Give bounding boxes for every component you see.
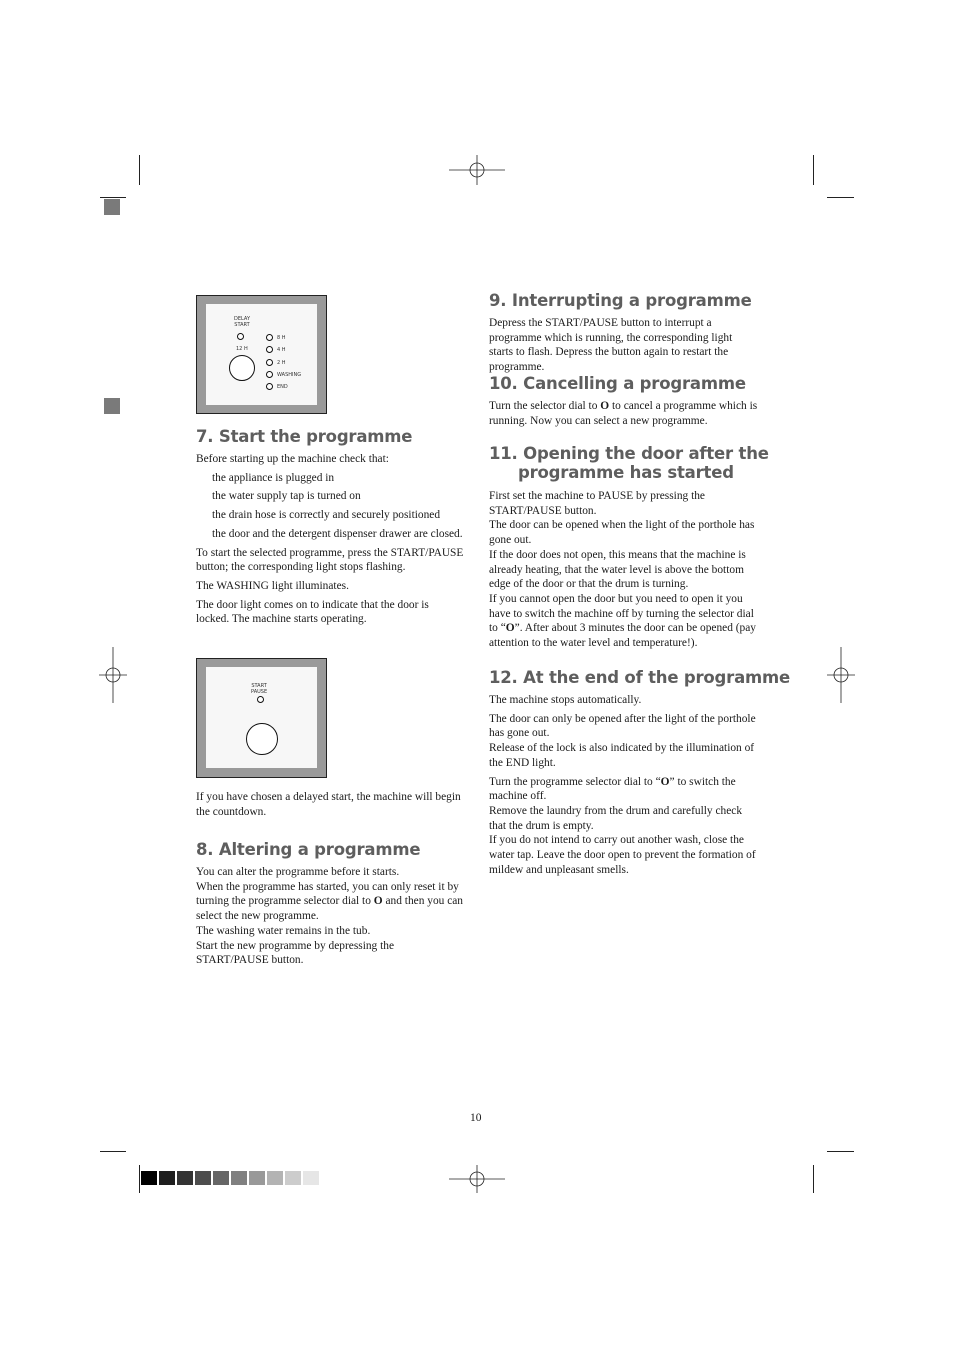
section-7-body bbox=[196, 452, 464, 631]
delay-start-label: DELAY START bbox=[234, 316, 250, 328]
list-item: the door and the detergent dispenser drawer are closed. bbox=[212, 527, 463, 540]
paragraph: The door light comes on to indicate that the door is locked. The machine starts operating. bbox=[196, 598, 429, 626]
paragraph: Release of the lock is also indicated by the illumination of the END light. bbox=[489, 742, 755, 769]
paragraph: First set the machine to PAUSE by pressing the START/PAUSE button. bbox=[489, 490, 705, 517]
paragraph: The machine stops automatically. bbox=[489, 694, 642, 706]
start-pause-button bbox=[246, 723, 278, 755]
section-7-heading: 7. Start the programme bbox=[196, 427, 413, 446]
section-11-heading-line1: 11. Opening the door after the bbox=[489, 444, 769, 463]
section-12-body bbox=[489, 693, 759, 877]
print-swatch-middle bbox=[104, 398, 120, 414]
color-swatch bbox=[177, 1171, 193, 1185]
registration-mark-bottom bbox=[449, 1165, 505, 1193]
color-swatch bbox=[285, 1171, 301, 1185]
light-8h bbox=[266, 334, 273, 341]
section-12-heading: 12. At the end of the programme bbox=[489, 668, 791, 687]
paragraph: If you cannot open the door but you need to open it you have to switch the machine off by turning the selector dial to “O”. After about 3 minutes the door can be opened (pay attention to the water level and temperature!). bbox=[489, 592, 756, 650]
paragraph: Turn the programme selector dial to “O” to switch the machine off. bbox=[489, 775, 736, 803]
paragraph: The WASHING light illuminates. bbox=[196, 579, 349, 592]
light-2h bbox=[266, 359, 273, 366]
start-pause-light bbox=[257, 696, 264, 703]
section-8-body bbox=[196, 865, 464, 968]
color-swatch bbox=[213, 1171, 229, 1185]
light-4h bbox=[266, 346, 273, 353]
section-7-intro: Before starting up the machine check that: bbox=[196, 453, 389, 465]
paragraph: Turn the selector dial to O to cancel a programme which is running. Now you can select a new programme. bbox=[489, 400, 758, 427]
paragraph: To start the selected programme, press the START/PAUSE button; the corresponding light stops flashing. bbox=[196, 546, 464, 574]
page-number: 10 bbox=[470, 1112, 482, 1124]
list-item: the drain hose is correctly and securely positioned bbox=[212, 509, 441, 522]
paragraph: Start the new programme by depressing the START/PAUSE button. bbox=[196, 939, 395, 967]
color-swatch bbox=[159, 1171, 175, 1185]
start-pause-label: START PAUSE bbox=[251, 683, 268, 695]
color-swatch bbox=[141, 1171, 157, 1185]
section-8-heading: 8. Altering a programme bbox=[196, 840, 421, 859]
section-9-body bbox=[489, 316, 759, 379]
start-pause-panel-figure bbox=[196, 658, 327, 778]
paragraph: If the door does not open, this means that the machine is already heating, that the water level is above the bottom edge of the door or that the drum is turning. bbox=[489, 548, 746, 591]
paragraph: You can alter the programme before it starts. bbox=[196, 866, 400, 878]
paragraph: Depress the START/PAUSE button to interrupt a programme which is running, the corresponding light starts to flash. Depress the button again to restart the programme. bbox=[489, 317, 733, 374]
section-11-body bbox=[489, 489, 759, 651]
light-washing-label: WASHING bbox=[277, 372, 302, 378]
paragraph: If you have chosen a delayed start, the machine will begin the countdown. bbox=[196, 791, 461, 818]
light-8h-label: 8 H bbox=[277, 335, 286, 341]
registration-mark-right bbox=[827, 647, 855, 703]
color-swatch bbox=[249, 1171, 265, 1185]
section-10-body bbox=[489, 399, 759, 432]
paragraph: When the programme has started, you can only reset it by turning the programme selector dial to O and then you can select the new programme. bbox=[196, 880, 463, 923]
section-7-checklist bbox=[196, 471, 464, 542]
delay-start-light bbox=[237, 333, 244, 340]
light-2h-label: 2 H bbox=[277, 360, 286, 366]
paragraph: The door can be opened when the light of the porthole has gone out. bbox=[489, 519, 755, 547]
print-swatch-top bbox=[104, 199, 120, 215]
color-swatch bbox=[303, 1171, 319, 1185]
light-end-label: END bbox=[277, 384, 288, 390]
paragraph: If you do not intend to carry out another wash, close the water tap. Leave the door open to prevent the formation of mildew and unpleasant smells. bbox=[489, 834, 756, 876]
list-item: the appliance is plugged in bbox=[212, 471, 335, 484]
color-swatch bbox=[231, 1171, 247, 1185]
paragraph: The washing water remains in the tub. bbox=[196, 924, 371, 937]
section-7-after-figure bbox=[196, 790, 464, 823]
paragraph: Remove the laundry from the drum and carefully check that the drum is empty. bbox=[489, 804, 743, 832]
light-washing bbox=[266, 371, 273, 378]
light-4h-label: 4 H bbox=[277, 347, 286, 353]
color-swatch bbox=[267, 1171, 283, 1185]
light-end bbox=[266, 383, 273, 390]
paragraph: The door can only be opened after the light of the porthole has gone out. bbox=[489, 712, 756, 740]
section-10-heading: 10. Cancelling a programme bbox=[489, 374, 746, 393]
list-item: the water supply tap is turned on bbox=[212, 490, 361, 503]
delay-12h-label: 12 H bbox=[236, 346, 248, 352]
registration-mark-top bbox=[449, 155, 505, 185]
registration-mark-left bbox=[99, 647, 127, 703]
section-11-heading-line2: programme has started bbox=[518, 463, 734, 482]
delay-start-button bbox=[229, 355, 255, 381]
color-swatch bbox=[195, 1171, 211, 1185]
delay-start-panel-figure bbox=[196, 295, 327, 414]
section-9-heading: 9. Interrupting a programme bbox=[489, 291, 752, 310]
section-11-heading bbox=[489, 444, 769, 482]
